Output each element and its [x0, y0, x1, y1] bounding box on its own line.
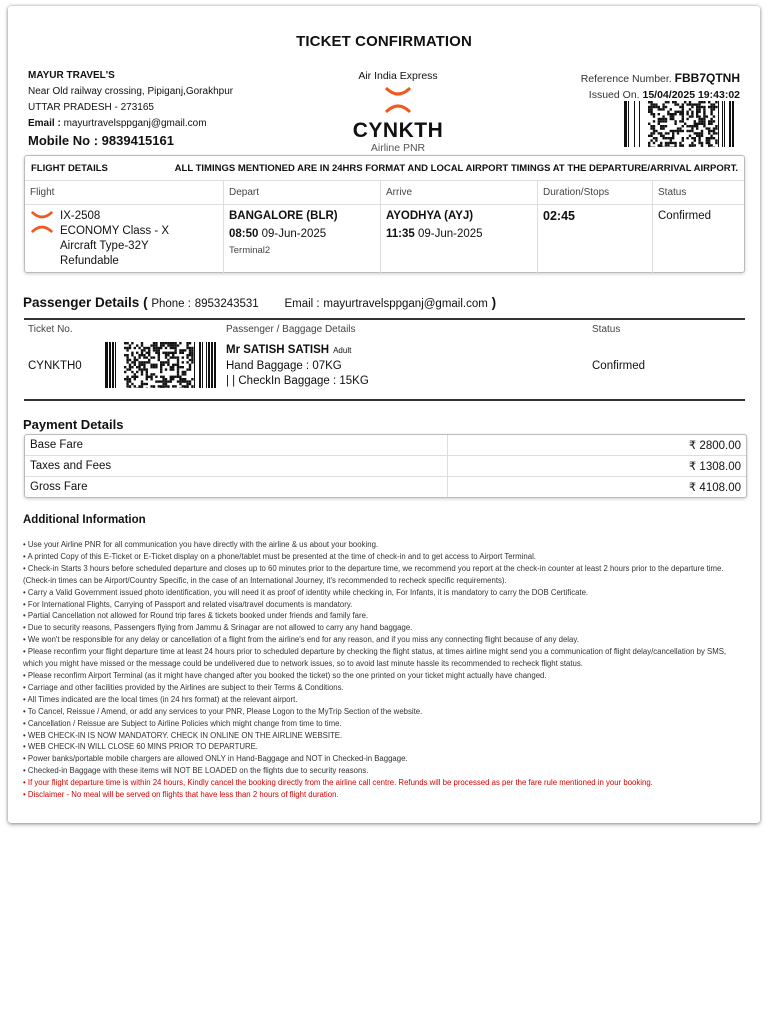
passenger-phone: 8953243531	[194, 298, 259, 310]
flight-details-header	[25, 156, 744, 181]
payment-table	[25, 435, 746, 497]
flight-class: ECONOMY Class - X	[60, 225, 170, 237]
issued-label: Issued On.	[588, 89, 640, 101]
airline-block	[328, 70, 468, 154]
passenger-status: Confirmed	[592, 360, 646, 372]
passenger-baggage-details	[226, 343, 369, 390]
additional-info-title: Additional Information	[23, 514, 146, 526]
flight-table-header	[25, 181, 744, 205]
depart-time: 08:50	[229, 228, 259, 240]
list-item: • Due to security reasons, Passengers flying from Jammu & Srinagar are not allowed to carry any hand baggage.	[23, 622, 745, 634]
list-item: • For International Flights, Carrying of Passport and related visa/travel documents is mandatory.	[23, 599, 745, 611]
table-row	[25, 456, 746, 477]
col-ticket-no: Ticket No.	[28, 324, 73, 335]
flight-cell	[25, 205, 224, 274]
list-item: • Carriage and other facilities provided by the Airlines are subject to their Terms & Conditions.	[23, 682, 745, 694]
reference-block	[581, 70, 740, 103]
agency-block	[28, 68, 233, 149]
list-item: • WEB CHECK-IN IS NOW MANDATORY. CHECK IN ONLINE ON THE AIRLINE WEBSITE.	[23, 730, 745, 742]
issued-datetime: 15/04/2025 19:43:02	[642, 89, 740, 101]
list-item: • Carry a Valid Government issued photo identification, you will need it as proof of identity while checking in, For Infants, it is mandatory to carry the DOB Certificate.	[23, 587, 745, 599]
list-item: • All Times indicated are the local times (in 24 hrs format) at the relevant airport.	[23, 694, 745, 706]
col-passenger-status: Status	[592, 324, 621, 335]
aircraft-type: Aircraft Type-32Y	[60, 240, 149, 252]
ticket-barcode-icon	[624, 101, 740, 147]
flight-details-card	[24, 155, 745, 273]
arrive-city: AYODHYA (AYJ)	[386, 210, 474, 222]
agency-address-line1: Near Old railway crossing, Pipiganj,Gorakhpur	[28, 86, 234, 97]
list-item: • Please reconfirm your flight departure time at least 24 hours prior to scheduled departure by checking the flight status, at times airline might send you a communication of flight delay/cancellation by SMS, which you might have missed or the message could be undelivered due to network issues, so to avoid last minute hassle its recommended to recheck flight status.	[23, 646, 745, 670]
agency-email-row	[28, 116, 233, 132]
col-passenger-baggage: Passenger / Baggage Details	[226, 324, 356, 335]
divider	[24, 399, 745, 401]
base-fare-amount: ₹ 2800.00	[448, 435, 747, 456]
flight-number: IX-2508	[60, 210, 101, 222]
status-cell	[653, 205, 745, 274]
gross-fare-label: Gross Fare	[30, 481, 88, 493]
list-item: • Power banks/portable mobile chargers are allowed ONLY in Hand-Baggage and NOT in Checked-in Baggage.	[23, 753, 745, 765]
agency-name: MAYUR TRAVEL'S	[28, 70, 115, 81]
list-item: • Check-in Starts 3 hours before scheduled departure and closes up to 60 minutes prior to the departure time, we recommend you report at the check-in counter at least 2 hours prior to the departure time. (Check-in times can be Airport/Country Specific, in the case of an International Journey, it's recommended to recheck specific requirements).	[23, 563, 745, 587]
divider	[24, 318, 745, 320]
col-arrive: Arrive	[381, 181, 538, 205]
passenger-barcode-icon	[100, 342, 216, 388]
additional-info-list	[23, 539, 745, 801]
airline-name: Air India Express	[358, 70, 438, 82]
page-title: TICKET CONFIRMATION	[296, 33, 472, 50]
taxes-amount: ₹ 1308.00	[448, 456, 747, 477]
arrive-date: 09-Jun-2025	[417, 228, 483, 240]
passenger-email: mayurtravelsppganj@gmail.com	[323, 298, 488, 310]
passenger-type: Adult	[333, 346, 352, 355]
table-row	[25, 477, 746, 498]
list-item: • We won't be responsible for any delay or cancellation of a flight from the airline's end for any reason, and if you miss any connecting flight because of any delay.	[23, 634, 745, 646]
list-item: • To Cancel, Reissue / Amend, or add any services to your PNR, Please Logon to the MyTrip Section of the website.	[23, 706, 745, 718]
list-item-alert: • Disclaimer - No meal will be served on flights that have less than 2 hours of flight duration.	[23, 789, 745, 801]
agency-mobile-row	[28, 133, 233, 149]
table-row	[25, 205, 744, 274]
list-item: • A printed Copy of this E-Ticket or E-Ticket display on a phone/tablet must be presented at the time of check-in and to get access to Airport Terminal.	[23, 551, 745, 563]
list-item: • Partial Cancellation not allowed for Round trip fares & tickets booked under friends and family fare.	[23, 610, 745, 622]
list-item: • Please reconfirm Airport Terminal (as it might have changed after you booked the ticket) so the one printed on your ticket might actually have changed.	[23, 670, 745, 682]
list-item: • Use your Airline PNR for all communication you have directly with the airline & us about your booking.	[23, 539, 745, 551]
agency-mobile[interactable]: 9839415161	[101, 133, 174, 148]
table-row	[25, 435, 746, 456]
ticket-number: CYNKTH0	[28, 360, 82, 372]
arrive-cell	[381, 205, 538, 274]
hand-baggage: Hand Baggage : 07KG	[226, 359, 342, 372]
gross-fare-amount: ₹ 4108.00	[448, 477, 747, 498]
depart-terminal: Terminal2	[229, 245, 271, 256]
col-depart: Depart	[224, 181, 381, 205]
passenger-phone-label: Phone :	[151, 298, 191, 310]
airline-pnr: CYNKTH	[352, 119, 444, 142]
reference-row	[581, 70, 740, 87]
depart-cell	[224, 205, 381, 274]
air-india-express-logo-icon	[384, 87, 412, 113]
col-duration: Duration/Stops	[538, 181, 653, 205]
agency-email[interactable]: mayurtravelsppganj@gmail.com	[63, 118, 207, 129]
list-item: • Cancellation / Reissue are Subject to Airline Policies which might change from time to time.	[23, 718, 745, 730]
base-fare-label: Base Fare	[25, 435, 448, 456]
agency-email-label: Email :	[28, 118, 61, 129]
col-flight: Flight	[25, 181, 224, 205]
passenger-email-label: Email :	[284, 298, 320, 310]
flight-status: Confirmed	[658, 210, 712, 222]
duration-cell	[538, 205, 653, 274]
ticket-sheet	[8, 6, 760, 823]
passenger-section-label: Passenger Details	[23, 295, 140, 310]
depart-city: BANGALORE (BLR)	[229, 210, 338, 222]
passenger-details-title: Passenger Details ( Phone : 8953243531 Email : mayurtravelsppganj@gmail.com )	[23, 295, 497, 310]
payment-details-title: Payment Details	[23, 417, 124, 432]
depart-date: 09-Jun-2025	[261, 228, 327, 240]
col-status: Status	[653, 181, 745, 205]
airline-logo-icon	[30, 211, 54, 233]
payment-details-card	[24, 434, 747, 498]
list-item: • WEB CHECK-IN WILL CLOSE 60 MINS PRIOR TO DEPARTURE.	[23, 741, 745, 753]
reference-number: FBB7QTNH	[674, 71, 740, 85]
list-item-alert: • If your flight departure time is within 24 hours, Kindly cancel the booking directly from the airline call centre. Refunds will be processed as per the fare rule mentioned in your booking.	[23, 777, 745, 789]
reference-label: Reference Number.	[580, 73, 672, 85]
flight-duration: 02:45	[543, 209, 575, 223]
checkin-baggage: | | CheckIn Baggage : 15KG	[226, 375, 369, 387]
flight-details-label: FLIGHT DETAILS	[31, 162, 108, 174]
flight-table	[25, 181, 744, 273]
flight-timing-notice: ALL TIMINGS MENTIONED ARE IN 24HRS FORMAT AND LOCAL AIRPORT TIMINGS AT THE DEPARTURE/ARRIVAL AIRPORT.	[174, 162, 738, 174]
list-item: • Checked-in Baggage with these items will NOT BE LOADED on the flights due to security reasons.	[23, 765, 745, 777]
airline-pnr-label: Airline PNR	[370, 142, 426, 154]
passenger-name: Mr SATISH SATISH	[226, 344, 330, 356]
agency-address-line2: UTTAR PRADESH - 273165	[28, 102, 154, 113]
arrive-time: 11:35	[386, 228, 415, 240]
taxes-label: Taxes and Fees	[25, 456, 448, 477]
agency-mobile-label: Mobile No :	[28, 133, 99, 148]
fare-type: Refundable	[60, 255, 119, 267]
